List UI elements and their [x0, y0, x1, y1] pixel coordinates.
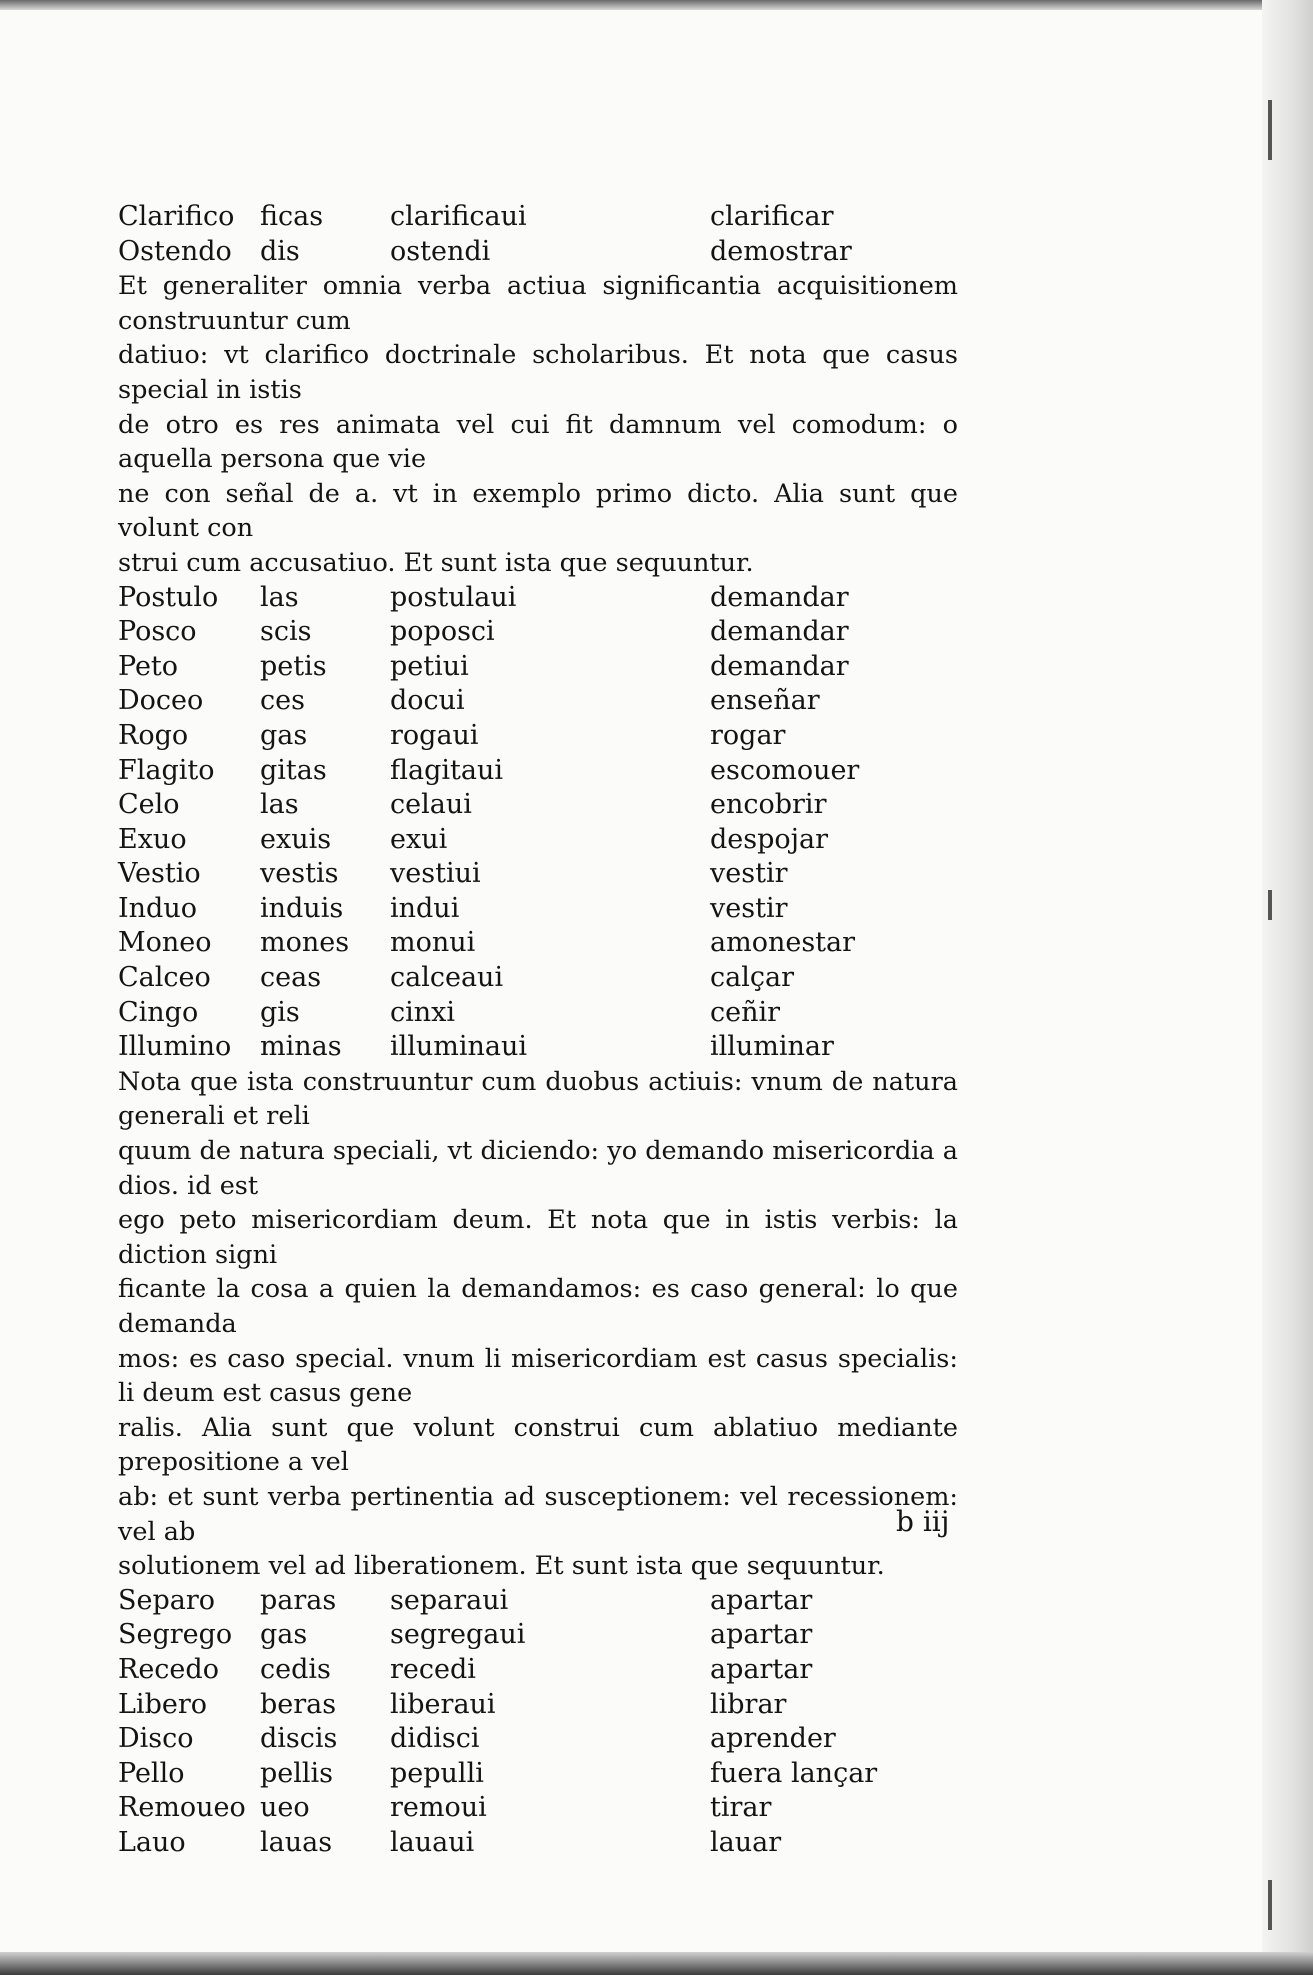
- verb-row: [118, 754, 958, 789]
- scan-mark: [1268, 890, 1272, 920]
- verb-lemma: Postulo: [118, 581, 219, 613]
- text-line: ficante la cosa a quien la demandamos: es caso general: lo que demanda: [118, 1274, 958, 1339]
- verb-gloss: vestir: [710, 858, 788, 890]
- verb-row: [118, 615, 958, 650]
- verb-row: [118, 1722, 958, 1757]
- verb-perfect: recedi: [390, 1653, 476, 1685]
- verb-perfect: cinxi: [390, 996, 456, 1028]
- verb-gloss: clarificar: [710, 201, 834, 232]
- text-line: solutionem vel ad liberationem. Et sunt ista que sequuntur.: [118, 1551, 885, 1582]
- verb-gloss: ceñir: [710, 996, 781, 1028]
- verb-second-person: cedis: [260, 1653, 331, 1685]
- verb-lemma: Rogo: [118, 719, 189, 751]
- verb-gloss: apartar: [710, 1653, 813, 1685]
- verb-perfect: pepulli: [390, 1757, 484, 1789]
- verb-second-person: paras: [260, 1584, 337, 1616]
- verb-gloss: illuminar: [710, 1031, 834, 1063]
- verb-second-person: lauas: [260, 1826, 333, 1858]
- verb-second-person: las: [260, 581, 299, 613]
- verb-row: [118, 961, 958, 996]
- paragraph-2: [118, 1065, 958, 1584]
- verb-row: [118, 200, 958, 235]
- verb-row: [118, 892, 958, 927]
- verb-lemma: Ostendo: [118, 235, 232, 267]
- verb-table-1: [118, 200, 958, 269]
- verb-lemma: Disco: [118, 1723, 194, 1755]
- verb-row: [118, 1791, 958, 1826]
- verb-second-person: exuis: [260, 823, 332, 855]
- paragraph-1: [118, 269, 958, 580]
- verb-row: [118, 1618, 958, 1653]
- verb-lemma: Peto: [118, 650, 179, 682]
- verb-row: [118, 1030, 958, 1065]
- verb-gloss: demandar: [710, 650, 849, 682]
- verb-gloss: escomouer: [710, 754, 860, 786]
- verb-gloss: librar: [710, 1688, 787, 1720]
- verb-perfect: indui: [390, 892, 460, 924]
- verb-second-person: gas: [260, 1619, 308, 1651]
- text-line: ego peto misericordiam deum. Et nota que in istis verbis: la diction signi: [118, 1205, 958, 1270]
- verb-lemma: Recedo: [118, 1653, 219, 1685]
- text-line: Nota que ista construuntur cum duobus actiuis: vnum de natura generali et reli: [118, 1066, 958, 1132]
- verb-perfect: flagitaui: [390, 754, 503, 786]
- verb-lemma: Libero: [118, 1688, 207, 1720]
- verb-second-person: vestis: [260, 858, 339, 890]
- scan-mark: [1268, 100, 1272, 160]
- verb-lemma: Pello: [118, 1757, 185, 1789]
- verb-lemma: Remoueo: [118, 1792, 246, 1824]
- verb-second-person: las: [260, 789, 299, 821]
- verb-perfect: remoui: [390, 1792, 487, 1824]
- verb-perfect: separaui: [390, 1584, 509, 1616]
- verb-row: [118, 788, 958, 823]
- verb-gloss: tirar: [710, 1792, 772, 1824]
- verb-lemma: Exuo: [118, 823, 187, 855]
- verb-gloss: calçar: [710, 962, 794, 994]
- verb-gloss: vestir: [710, 892, 788, 924]
- verb-second-person: ficas: [260, 201, 324, 232]
- verb-lemma: Lauo: [118, 1826, 186, 1858]
- text-line: ab: et sunt verba pertinentia ad susceptionem: vel recessionem: vel ab: [118, 1481, 958, 1547]
- verb-perfect: didisci: [390, 1723, 480, 1755]
- text-line: Et generaliter omnia verba actiua significantia acquisitionem construuntur cum: [118, 271, 958, 336]
- verb-second-person: scis: [260, 616, 312, 648]
- verb-perfect: rogaui: [390, 719, 479, 751]
- verb-perfect: segregaui: [390, 1619, 526, 1651]
- verb-perfect: illuminaui: [390, 1031, 528, 1063]
- text-line: ralis. Alia sunt que volunt construi cum ablatiuo mediante prepositione a vel: [118, 1412, 958, 1478]
- verb-gloss: despojar: [710, 823, 829, 855]
- verb-second-person: gas: [260, 719, 308, 751]
- verb-gloss: rogar: [710, 719, 786, 751]
- verb-lemma: Vestio: [118, 858, 201, 890]
- text-line: ne con señal de a. vt in exemplo primo dicto. Alia sunt que volunt con: [118, 478, 958, 544]
- verb-lemma: Celo: [118, 789, 180, 821]
- verb-perfect: celaui: [390, 789, 472, 821]
- verb-row: [118, 1757, 958, 1792]
- verb-perfect: clarificaui: [390, 201, 527, 232]
- verb-row: [118, 996, 958, 1031]
- verb-lemma: Moneo: [118, 927, 212, 959]
- text-line: quum de natura speciali, vt diciendo: yo demando misericordia a dios. id est: [118, 1136, 958, 1201]
- verb-gloss: amonestar: [710, 927, 856, 959]
- verb-gloss: enseñar: [710, 685, 820, 717]
- verb-second-person: ces: [260, 685, 305, 717]
- text-line: datiuo: vt clarifico doctrinale scholaribus. Et nota que casus special in istis: [118, 340, 958, 405]
- verb-gloss: aprender: [710, 1723, 836, 1755]
- verb-lemma: Illumino: [118, 1031, 232, 1063]
- verb-second-person: pellis: [260, 1757, 334, 1789]
- verb-gloss: demandar: [710, 616, 849, 648]
- verb-perfect: calceaui: [390, 962, 504, 994]
- verb-row: [118, 581, 958, 616]
- verb-row: [118, 1584, 958, 1619]
- verb-lemma: Segrego: [118, 1619, 233, 1651]
- page-text: [118, 200, 958, 1861]
- verb-gloss: encobrir: [710, 789, 827, 821]
- verb-gloss: demostrar: [710, 235, 852, 267]
- verb-perfect: monui: [390, 927, 476, 959]
- verb-lemma: Flagito: [118, 754, 215, 786]
- verb-perfect: lauaui: [390, 1826, 475, 1858]
- verb-perfect: liberaui: [390, 1688, 496, 1720]
- verb-row: [118, 684, 958, 719]
- verb-perfect: petiui: [390, 650, 469, 682]
- verb-lemma: Separo: [118, 1584, 216, 1616]
- scan-bottom-edge: [0, 1952, 1313, 1975]
- verb-table-3: [118, 1584, 958, 1861]
- verb-second-person: mones: [260, 927, 350, 959]
- verb-gloss: apartar: [710, 1619, 813, 1651]
- verb-second-person: ueo: [260, 1792, 310, 1824]
- verb-perfect: exui: [390, 823, 448, 855]
- verb-gloss: fuera lançar: [710, 1757, 878, 1789]
- verb-perfect: postulaui: [390, 581, 517, 613]
- verb-lemma: Calceo: [118, 962, 211, 994]
- verb-perfect: ostendi: [390, 235, 491, 267]
- verb-lemma: Induo: [118, 892, 197, 924]
- signature-mark: b iij: [896, 1505, 950, 1538]
- verb-second-person: beras: [260, 1688, 337, 1720]
- verb-row: [118, 1688, 958, 1723]
- verb-row: [118, 926, 958, 961]
- text-line: de otro es res animata vel cui fit damnum vel comodum: o aquella persona que vie: [118, 409, 958, 475]
- verb-second-person: gitas: [260, 754, 327, 786]
- scan-mark: [1268, 1880, 1272, 1930]
- scan-right-edge: [1262, 0, 1313, 1975]
- verb-second-person: ceas: [260, 962, 322, 994]
- verb-second-person: induis: [260, 892, 344, 924]
- verb-lemma: Cingo: [118, 996, 199, 1028]
- verb-perfect: docui: [390, 685, 465, 717]
- text-line: mos: es caso special. vnum li misericordiam est casus specialis: li deum est casus gene: [118, 1343, 958, 1409]
- verb-row: [118, 235, 958, 270]
- verb-second-person: discis: [260, 1723, 338, 1755]
- verb-row: [118, 823, 958, 858]
- verb-second-person: gis: [260, 996, 300, 1028]
- verb-lemma: Doceo: [118, 685, 204, 717]
- scan-top-edge: [0, 0, 1313, 10]
- verb-second-person: minas: [260, 1031, 342, 1063]
- verb-perfect: poposci: [390, 616, 495, 648]
- verb-table-2: [118, 581, 958, 1065]
- verb-row: [118, 857, 958, 892]
- verb-gloss: demandar: [710, 581, 849, 613]
- verb-gloss: apartar: [710, 1584, 813, 1616]
- verb-row: [118, 719, 958, 754]
- verb-perfect: vestiui: [390, 858, 481, 890]
- verb-lemma: Posco: [118, 616, 197, 648]
- text-line: strui cum accusatiuo. Et sunt ista que sequuntur.: [118, 547, 754, 578]
- verb-row: [118, 1653, 958, 1688]
- verb-lemma: Clarifico: [118, 201, 235, 232]
- verb-gloss: lauar: [710, 1826, 782, 1858]
- verb-row: [118, 1826, 958, 1861]
- verb-second-person: petis: [260, 650, 327, 682]
- verb-row: [118, 650, 958, 685]
- verb-second-person: dis: [260, 235, 300, 267]
